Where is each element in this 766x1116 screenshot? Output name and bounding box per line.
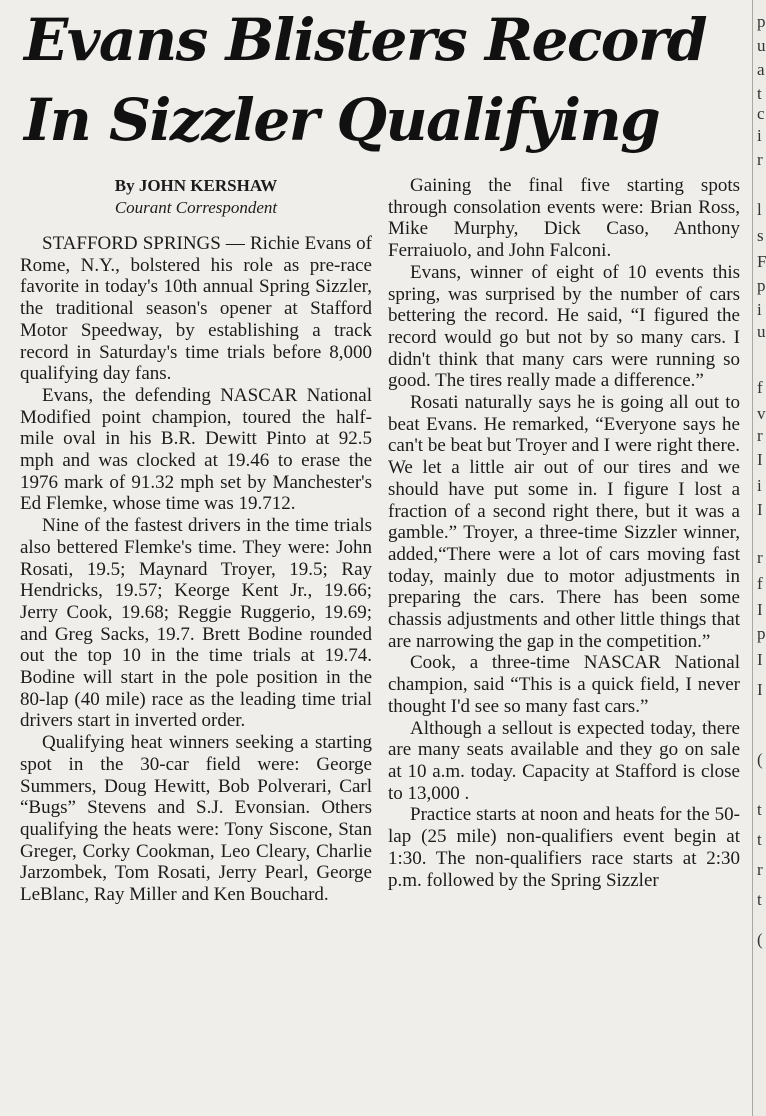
edge-letter: f: [757, 574, 763, 593]
edge-letter: c: [757, 104, 765, 123]
edge-letter: p: [757, 276, 766, 295]
article-column-left: [20, 175, 372, 906]
byline-role: Courant Correspondent: [114, 198, 278, 217]
edge-letter: I: [757, 600, 763, 619]
edge-letter: I: [757, 680, 763, 699]
article-paragraph: Practice starts at noon and heats for the 50-lap (25 mile) non-qualifiers event begin at 1:30. The non-qualifiers race starts at 2:30 p.m. followed by the Spring Sizzler: [388, 804, 740, 891]
byline-author: By JOHN KERSHAW: [114, 176, 278, 195]
edge-letter: i: [757, 300, 762, 319]
article-paragraph: Evans, winner of eight of 10 events this spring, was surprised by the number of cars bettering the record. He said, “I figured the record would go but not by so many cars. I didn't think that many cars were running so good. The tires really made a difference.”: [388, 261, 740, 392]
edge-letter: u: [757, 322, 766, 341]
edge-letter: i: [757, 126, 762, 145]
article-paragraph: Although a sellout is expected today, there are many seats available and they go on sale at 10 a.m. today. Capacity at Stafford is close to 13,000 .: [388, 717, 740, 804]
edge-letter: s: [757, 226, 764, 245]
headline-line-2: In Sizzler Qualifying: [24, 86, 660, 154]
edge-letter: u: [757, 36, 766, 55]
edge-letter: t: [757, 890, 762, 909]
article-paragraph: Evans, the defending NASCAR National Modified point champion, toured the half-mile oval in his B.R. Dewitt Pinto at 92.5 mph and was clocked at 19.46 to erase the 1976 mark of 91.32 mph set by Manchester's Ed Flemke, whose time was 19.712.: [20, 384, 372, 515]
edge-letter: t: [757, 84, 762, 103]
edge-letter: F: [757, 252, 766, 271]
edge-letter: r: [757, 150, 763, 169]
article-paragraph: Rosati naturally says he is going all out to beat Evans. He remarked, “Everyone says he can't be beat but Troyer and I were right there. We let a little air out of our tires and we should have put some in. I figure I lost a fraction of a second right there, but it was a gamble.” Troyer, a three-time Sizzler winner, added,“There were a lot of cars moving fast today, mainly due to motor adjustments in preparing the cars. There has been some chassis adjustments and other little things that are narrowing the gap in the competition.”: [388, 392, 740, 652]
edge-letter: a: [757, 60, 765, 79]
edge-letter: p: [757, 12, 766, 31]
edge-letter: I: [757, 650, 763, 669]
edge-letter: (: [757, 750, 763, 769]
article-paragraph: Cook, a three-time NASCAR National champion, said “This is a quick field, I never thought I'd see so many fast cars.”: [388, 652, 740, 717]
article-paragraph: Nine of the fastest drivers in the time trials also bettered Flemke's time. They were: John Rosati, 19.5; Maynard Troyer, 19.5; Ray Hendricks, 19.57; Keorge Kent Jr., 19.66; Jerry Cook, 19.68; Reggie Ruggerio, 19.69; and Greg Sacks, 19.7. Brett Bodine rounded out the top 10 in the time trials at 19.74. Bodine will start in the pole position in the 80-lap (40 mile) race as the leading time trial drivers start in inverted order.: [20, 515, 372, 732]
adjacent-column-fragment: [752, 0, 766, 1116]
edge-letter: t: [757, 800, 762, 819]
edge-letter: v: [757, 404, 766, 423]
edge-letter: t: [757, 830, 762, 849]
edge-letter: p: [757, 624, 766, 643]
edge-letter: l: [757, 200, 762, 219]
edge-letter: I: [757, 500, 763, 519]
edge-letter: I: [757, 450, 763, 469]
edge-letter: f: [757, 378, 763, 397]
headline-line-1: Evans Blisters Record: [24, 6, 707, 74]
edge-letter: r: [757, 548, 763, 567]
article-paragraph: STAFFORD SPRINGS — Richie Evans of Rome, N.Y., bolstered his role as pre-race favorite in today's 10th annual Spring Sizzler, the traditional season's opener at Stafford Motor Speedway, by establishing a track record in Saturday's time trials before 8,000 qualifying day fans.: [20, 233, 372, 385]
edge-letter: (: [757, 930, 763, 949]
article-paragraph: Qualifying heat winners seeking a starting spot in the 30-car field were: George Summers, Doug Hewitt, Bob Polverari, Carl “Bugs” Stevens and S.J. Evonsian. Others qualifying the heats were: Tony Siscone, Stan Greger, Corky Cookman, Leo Cleary, Charlie Jarzombek, Tom Rosati, Jerry Pearl, George LeBlanc, Ray Miller and Ken Bouchard.: [20, 732, 372, 906]
article-paragraph: Gaining the final five starting spots through consolation events were: Brian Ross, Mike Murphy, Dick Caso, Anthony Ferraiuolo, and John Falconi.: [388, 175, 740, 262]
edge-letter: i: [757, 476, 762, 495]
article-column-right: [388, 175, 740, 891]
edge-letter: r: [757, 860, 763, 879]
edge-letter: r: [757, 426, 763, 445]
headline: [24, 0, 707, 160]
